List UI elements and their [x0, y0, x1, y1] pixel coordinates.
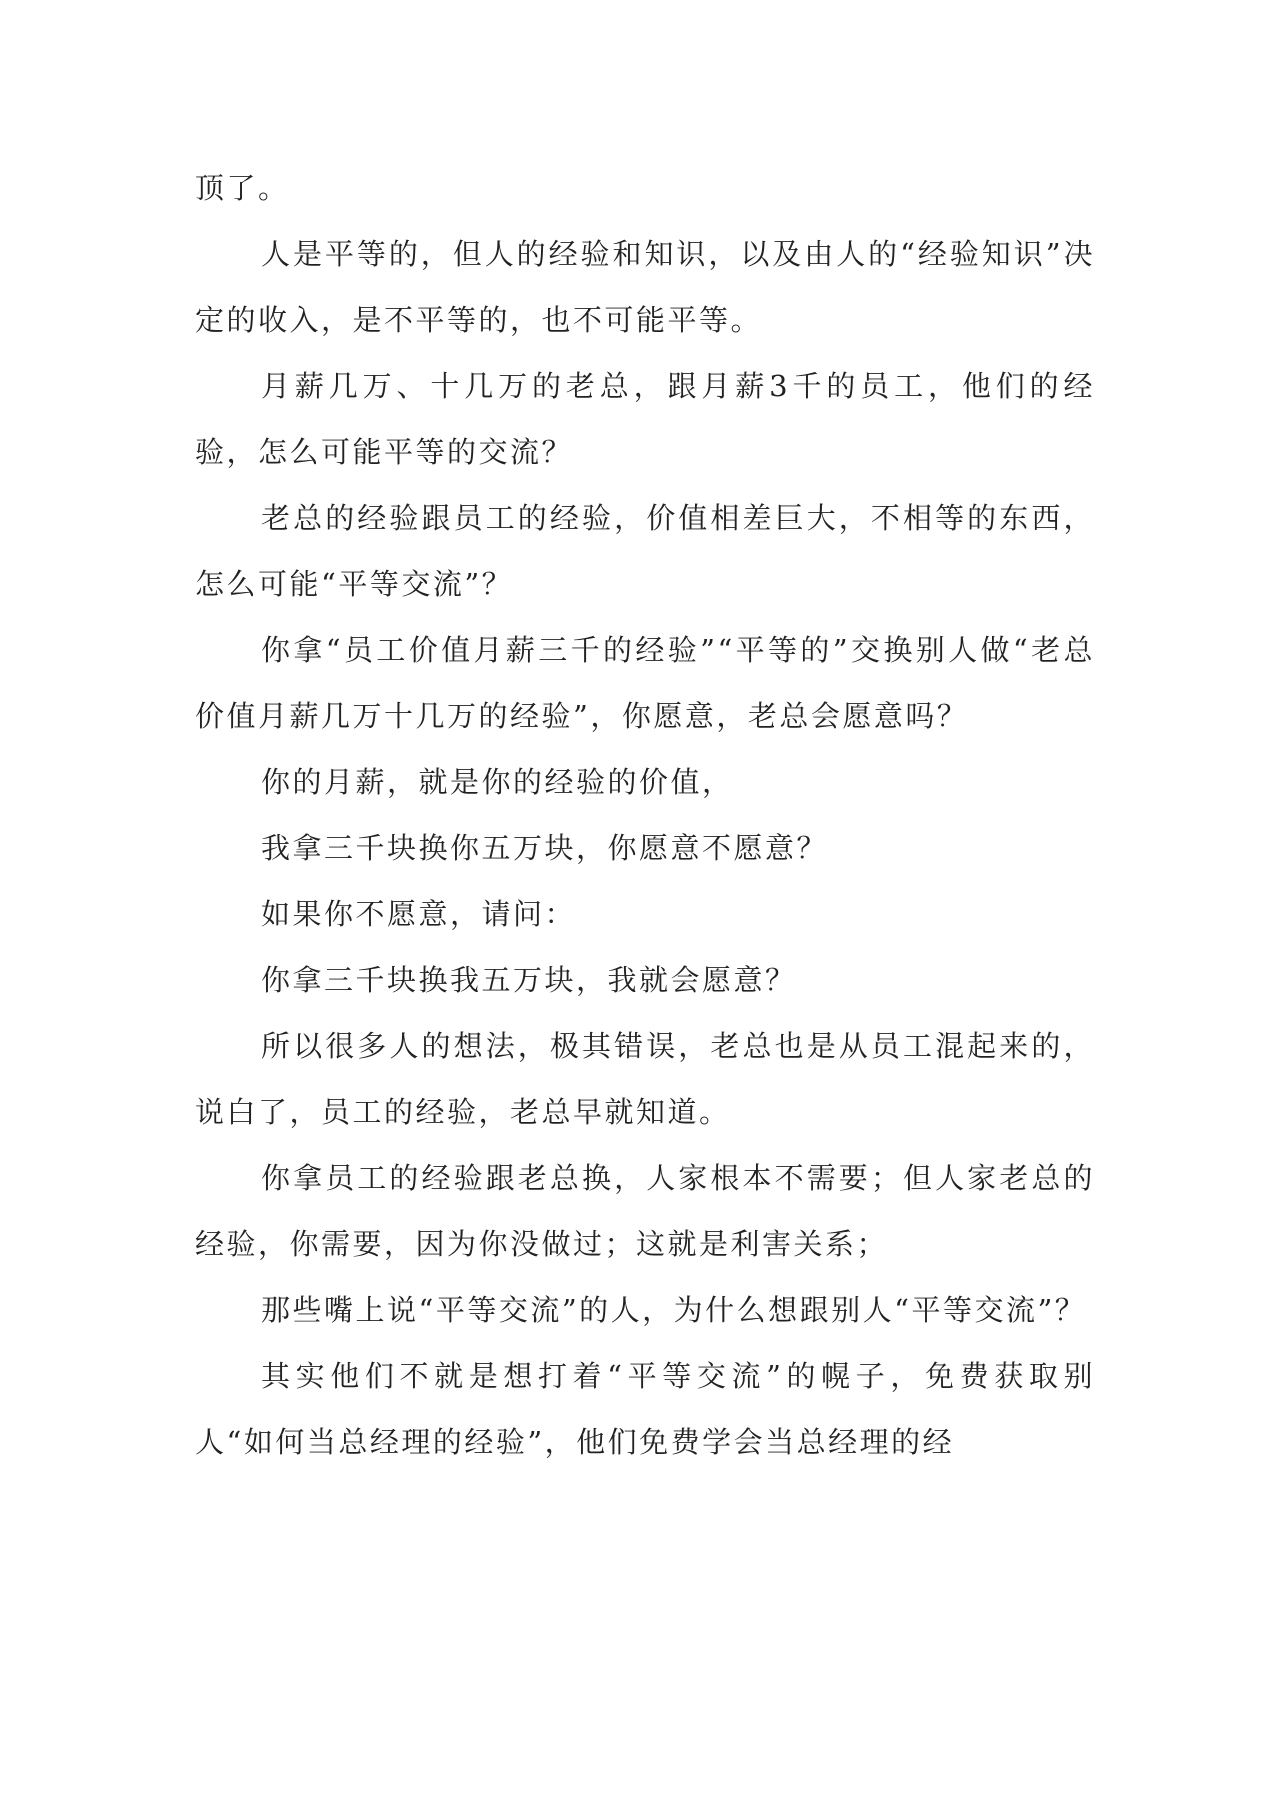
paragraph: 那些嘴上说“平等交流”的人，为什么想跟别人“平等交流”？	[261, 1293, 1087, 1327]
paragraph: 顶了。	[195, 171, 290, 205]
document-body	[195, 155, 1095, 1475]
paragraph: 人是平等的，但人的经验和知识，以及由人的“经验知识”决定的收入，是不平等的，也不可能平等。	[195, 237, 1095, 337]
paragraph: 所以很多人的想法，极其错误，老总也是从员工混起来的，说白了，员工的经验，老总早就知道。	[195, 1029, 1095, 1129]
paragraph: 月薪几万、十几万的老总，跟月薪3千的员工，他们的经验，怎么可能平等的交流？	[195, 369, 1095, 469]
paragraph: 其实他们不就是想打着“平等交流”的幌子，免费获取别人“如何当总经理的经验”，他们免费学会当总经理的经	[195, 1359, 1095, 1459]
paragraph: 老总的经验跟员工的经验，价值相差巨大，不相等的东西，怎么可能“平等交流”？	[195, 501, 1095, 601]
paragraph: 如果你不愿意，请问：	[261, 897, 577, 931]
paragraph: 我拿三千块换你五万块，你愿意不愿意？	[261, 831, 829, 865]
paragraph: 你拿“员工价值月薪三千的经验”“平等的”交换别人做“老总价值月薪几万十几万的经验”，你愿意，老总会愿意吗？	[195, 633, 1095, 733]
paragraph: 你拿三千块换我五万块，我就会愿意？	[261, 963, 797, 997]
paragraph: 你的月薪，就是你的经验的价值，	[261, 765, 734, 799]
paragraph: 你拿员工的经验跟老总换，人家根本不需要；但人家老总的经验，你需要，因为你没做过；这就是利害关系；	[195, 1161, 1095, 1261]
